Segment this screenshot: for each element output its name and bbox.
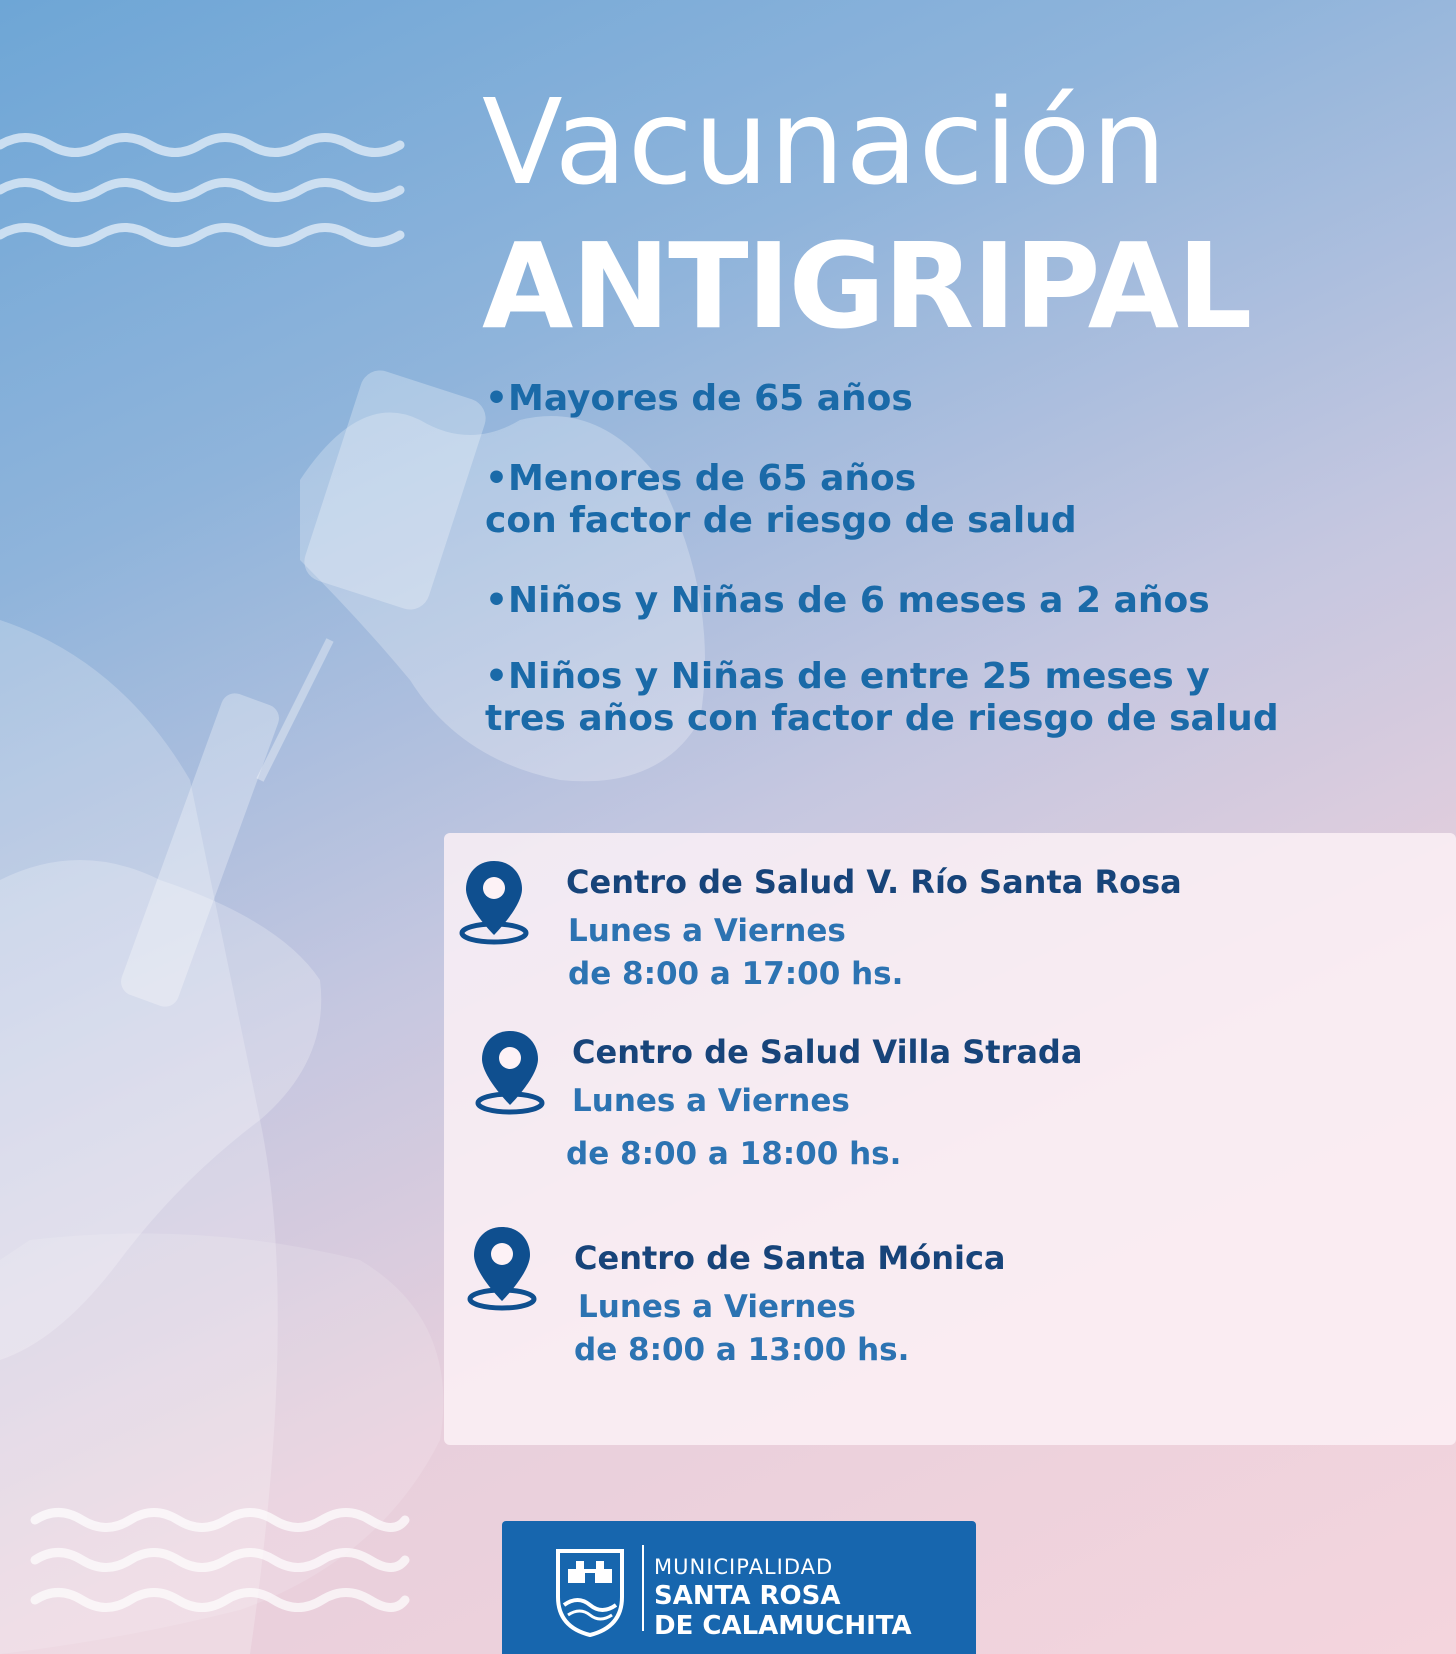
location-item (444, 1221, 1444, 1391)
eligibility-item-line: tres años con factor de riesgo de salud (485, 698, 1279, 739)
location-pin-icon (466, 1221, 538, 1311)
eligibility-item-line: •Niños y Niñas de 6 meses a 2 años (485, 580, 1210, 621)
location-days: Lunes a Viernes (578, 1289, 856, 1325)
eligibility-item (485, 378, 913, 420)
location-name: Centro de Santa Mónica (574, 1239, 1006, 1277)
location-days: Lunes a Viernes (568, 913, 846, 949)
municipal-crest-icon (550, 1543, 630, 1639)
decorative-waves-bottom (30, 1505, 410, 1615)
eligibility-item (485, 458, 1077, 542)
logo-text-santa-rosa: SANTA ROSA (654, 1581, 841, 1611)
logo-text-de-calamuchita: DE CALAMUCHITA (654, 1611, 912, 1641)
eligibility-item-line: •Mayores de 65 años (485, 378, 913, 419)
location-hours: de 8:00 a 13:00 hs. (574, 1332, 910, 1368)
locations-card (444, 833, 1456, 1445)
eligibility-item (485, 580, 1210, 622)
municipality-logo (502, 1521, 976, 1654)
location-pin-icon (458, 855, 530, 945)
location-hours: de 8:00 a 17:00 hs. (568, 956, 904, 992)
location-days: Lunes a Viernes (572, 1083, 850, 1119)
location-name: Centro de Salud V. Río Santa Rosa (566, 863, 1182, 901)
eligibility-item (485, 656, 1279, 740)
logo-text-municipalidad: MUNICIPALIDAD (654, 1555, 834, 1579)
location-pin-icon (474, 1025, 546, 1115)
location-name: Centro de Salud Villa Strada (572, 1033, 1083, 1071)
eligibility-item-line: •Menores de 65 años (485, 458, 917, 499)
decorative-waves-top (0, 130, 410, 260)
title-antigripal: ANTIGRIPAL (482, 217, 1251, 355)
location-item (444, 843, 1444, 1013)
eligibility-item-line: •Niños y Niñas de entre 25 meses y (485, 656, 1210, 697)
location-hours: de 8:00 a 18:00 hs. (566, 1136, 902, 1172)
title-vacunacion: Vacunación (482, 73, 1168, 211)
eligibility-item-line: con factor de riesgo de salud (485, 500, 1077, 541)
location-item (444, 1025, 1444, 1195)
logo-divider (642, 1545, 644, 1631)
